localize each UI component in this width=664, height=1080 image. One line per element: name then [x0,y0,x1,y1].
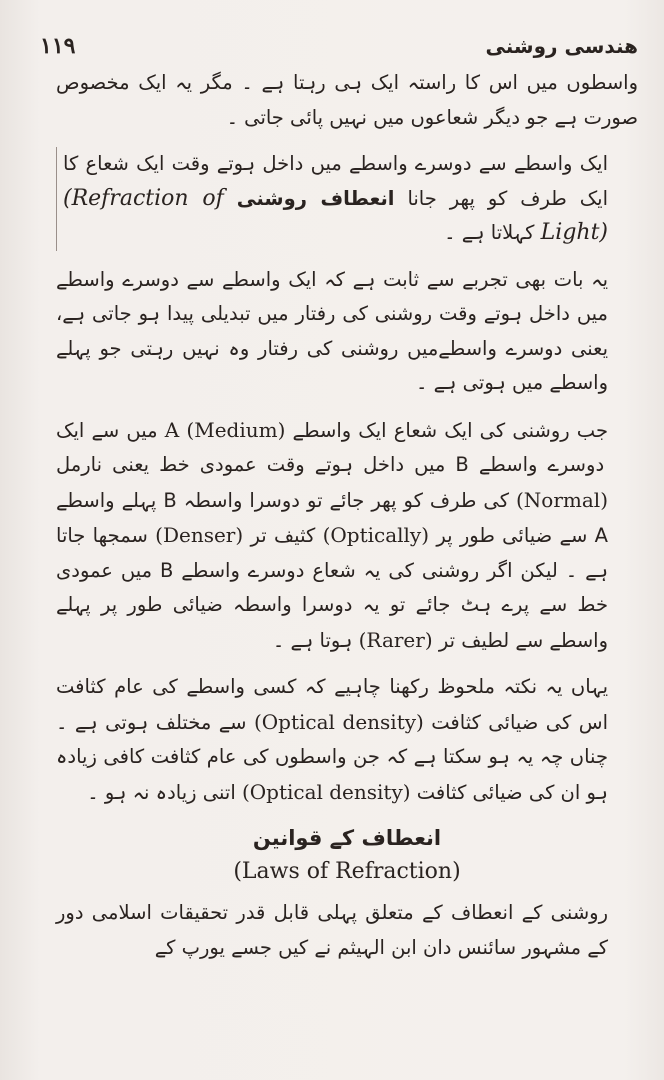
paragraph-4-normal: (Normal) [516,487,608,512]
paragraph-2 [56,147,638,251]
paragraph-5-s1: یہاں یہ نکتہ ملحوظ رکھنا چاہیے کہ کسی واسطے کی عام کثافت اس کی ضیائی کثافت [56,675,608,734]
paragraph-5-s2: سے مختلف ہوتی ہے ۔ چناں چہ یہ ہو سکتا ہے کہ جن واسطوں کی عام کثافت کافی زیادہ ہو ان کی ضیائی کثافت [56,710,608,804]
paragraph-4-denser: (Denser) [155,523,244,547]
paragraph-4-rarer: (Rarer) [358,627,433,652]
paragraph-5 [56,670,638,810]
paragraph-2-latin-term: (Refraction of Light) [63,185,608,245]
body-text [56,66,638,977]
paragraph-4-optically: (Optically) [322,523,430,547]
paragraph-3-text: یہ بات بھی تجربے سے ثابت ہے کہ ایک واسطے سے دوسرے واسطے میں داخل ہوتے وقت روشنی کی رفتار میں تبدیلی پیدا ہو جاتی ہے، یعنی دوسرے واسطےمیں روشنی کی رفتار وہ نہیں رہتی جو پہلے واسطے میں ہوتی ہے ۔ [56,267,608,394]
paragraph-1-text: واسطوں میں اس کا راستہ ایک ہی رہتا ہے ۔ مگر یہ ایک مخصوص صورت ہے جو دیگر شعاعوں میں نہیں پائی جاتی ۔ [56,71,638,129]
paragraph-4-s3: کی طرف کو پھر جائے تو دوسرا واسطہ B پہلے واسطے A سے ضیائی طور پر [56,488,608,547]
paragraph-1 [56,66,638,135]
paragraph-5-optical-density-2: (Optical density) [241,779,411,804]
paragraph-2-after: کہلاتا ہے ۔ [444,221,535,244]
page-number: ۱۱۹ [40,33,76,59]
closing-paragraph [56,896,638,965]
paragraph-2-before: ایک واسطے سے دوسرے واسطے میں داخل ہوتے وقت ایک شعاع کا ایک طرف کو پھر جانا [63,152,609,210]
section-subheading: (Laws of Refraction) [233,859,461,884]
paragraph-4-s2: میں سے ایک دوسرے واسطے B میں داخل ہوتے وقت عمودی خط یعنی نارمل [56,418,605,476]
paragraph-5-optical-density-1: (Optical density) [253,709,424,734]
paragraph-2-term: انعطاف روشنی [236,186,395,210]
closing-paragraph-text: روشنی کے انعطاف کے متعلق پہلی قابل قدر تحقیقات اسلامی دور کے مشہور سائنس دان ابن الہیثم نے کیں جسے یورپ کے [56,901,608,959]
paragraph-4-medium: A (Medium) [164,417,286,442]
paragraph-4-s4: کثیف تر [243,524,316,547]
paragraph-4-s5: سمجھا جاتا ہے ۔ لیکن اگر روشنی کی یہ شعاع دوسرے واسطے B میں عمودی خط سے پرے ہٹ جائے تو یہ دوسرا واسطہ ضیائی طور پر پہلے واسطے سے لطیف تر [56,524,608,652]
section-heading: انعطاف کے قوانین [252,826,442,850]
paragraph-4 [56,413,638,659]
running-title: هندسی روشنی [485,34,638,58]
paragraph-4-s6: ہوتا ہے ۔ [272,628,353,652]
paragraph-4-s1: جب روشنی کی ایک شعاع ایک واسطے [285,418,608,442]
paragraph-5-s3: اتنی زیادہ نہ ہو ۔ [87,780,236,804]
page-header [40,28,638,64]
paragraph-3 [56,263,638,401]
